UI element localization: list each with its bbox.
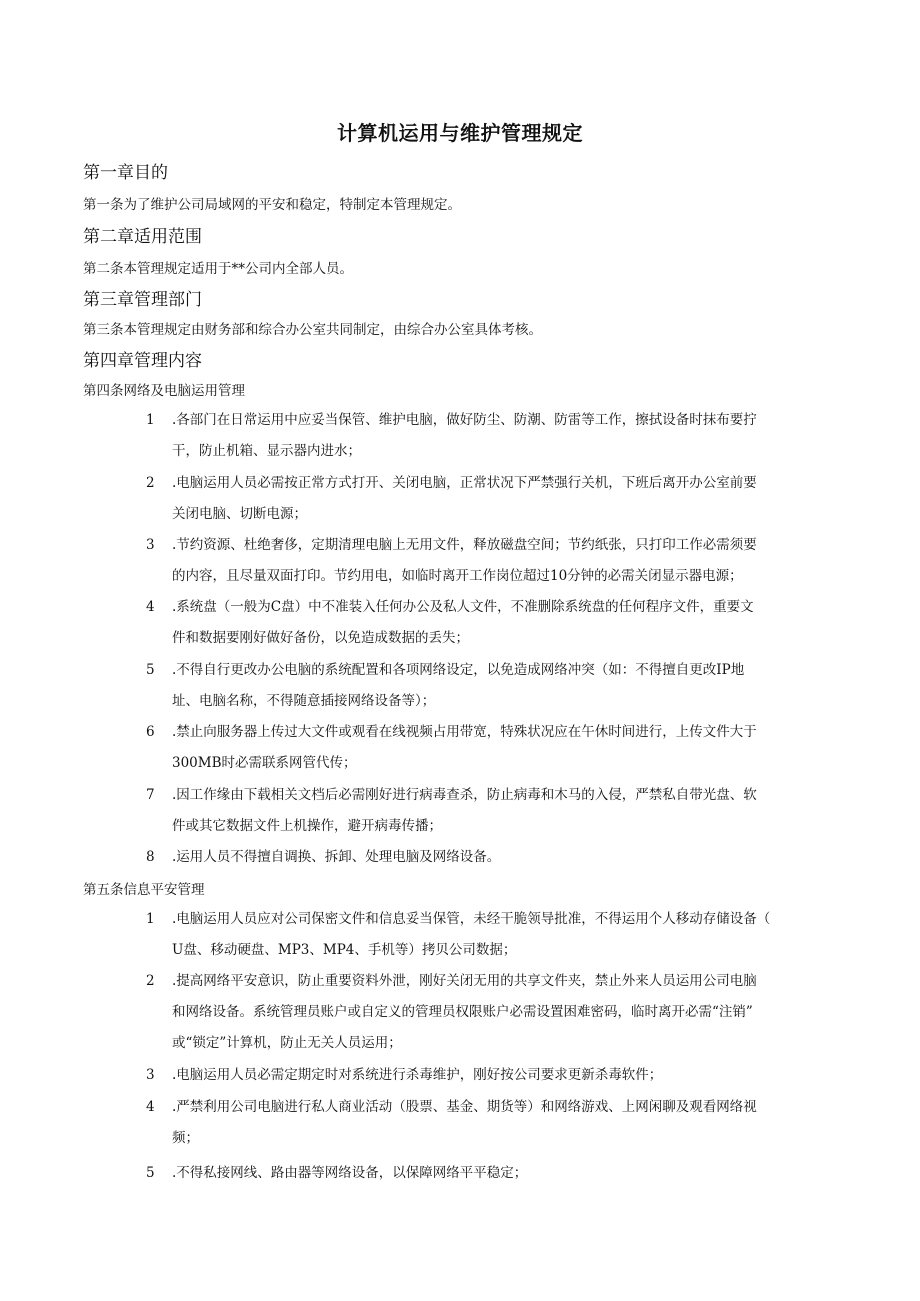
- chapter-1-heading: 第一章目的: [83, 163, 168, 183]
- item-text-line1: .因工作缘由下载相关文档后必需刚好进行病毒查杀，防止病毒和木马的入侵，严禁私自带光盘、软: [172, 787, 757, 803]
- article-3: 第三条本管理规定由财务部和综合办公室共同制定，由综合办公室具体考核。: [83, 322, 542, 338]
- item-number: 2: [146, 973, 155, 989]
- item-text-line1: .严禁利用公司电脑进行私人商业活动（股票、基金、期货等）和网络游戏、上网闲聊及观看网络视: [172, 1099, 757, 1115]
- item-number: 5: [146, 662, 155, 678]
- item-text-line1: .运用人员不得擅自调换、拆卸、处理电脑及网络设备。: [172, 849, 501, 865]
- item-text-line2: U盘、移动硬盘、MP3、MP4、手机等）拷贝公司数据；: [172, 942, 517, 958]
- item-text-line1: .各部门在日常运用中应妥当保管、维护电脑，做好防尘、防潮、防雷等工作，擦拭设备时抹布要拧: [172, 412, 757, 428]
- item-text-line2: 件和数据要刚好做好备份，以免造成数据的丢失；: [172, 630, 469, 646]
- list-item: [146, 842, 846, 873]
- item-number: 6: [146, 724, 155, 740]
- item-text-line2: 干，防止机箱、显示器内进水；: [172, 443, 361, 459]
- item-number: 4: [146, 599, 155, 615]
- item-number: 2: [146, 475, 155, 491]
- list-item: [146, 904, 856, 966]
- item-number: 4: [146, 1099, 155, 1115]
- item-number: 1: [146, 412, 155, 428]
- item-text-line1: .系统盘（一般为C盘）中不准装入任何办公及私人文件，不准删除系统盘的任何程序文件，重要文: [172, 599, 754, 615]
- list-item: [146, 405, 846, 467]
- article-4-heading: 第四条网络及电脑运用管理: [83, 383, 245, 399]
- article-5-heading: 第五条信息平安管理: [83, 882, 205, 898]
- list-item: [146, 717, 846, 779]
- list-item: [146, 468, 846, 530]
- list-item: [146, 1060, 846, 1091]
- item-text-line1: .禁止向服务器上传过大文件或观看在线视频占用带宽，特殊状况应在午休时间进行，上传文件大于: [172, 724, 757, 740]
- item-number: 8: [146, 849, 155, 865]
- chapter-3-heading: 第三章管理部门: [83, 290, 202, 310]
- chapter-2-heading: 第二章适用范围: [83, 227, 202, 247]
- list-item: [146, 655, 846, 717]
- item-text-line2: 的内容，且尽量双面打印。节约用电，如临时离开工作岗位超过10分钟的必需关闭显示器电源；: [172, 568, 743, 584]
- item-number: 1: [146, 911, 155, 927]
- item-text-line1: .不得自行更改办公电脑的系统配置和各项网络设定，以免造成网络冲突（如：不得擅自更改IP地: [172, 662, 745, 678]
- list-item: [146, 780, 846, 842]
- item-number: 3: [146, 1067, 155, 1083]
- item-text-line2: 300MB时必需联系网管代传；: [172, 755, 357, 771]
- item-text-line2: 和网络设备。系统管理员账户或自定义的管理员权限账户必需设置困难密码，临时离开必需“注销”: [172, 1004, 753, 1020]
- item-text-line1: .不得私接网线、路由器等网络设备，以保障网络平平稳定；: [172, 1165, 528, 1181]
- document-title: 计算机运用与维护管理规定: [337, 121, 583, 145]
- item-number: 3: [146, 537, 155, 553]
- item-text-line2: 件或其它数据文件上机操作，避开病毒传播；: [172, 818, 442, 834]
- list-item: [146, 530, 846, 592]
- chapter-4-heading: 第四章管理内容: [83, 351, 202, 371]
- item-text-line3: 或“锁定”计算机，防止无关人员运用；: [172, 1035, 402, 1051]
- item-text-line1: .电脑运用人员应对公司保密文件和信息妥当保管，未经干脆领导批准，不得运用个人移动存储设备（: [172, 911, 771, 927]
- list-item: [146, 1092, 846, 1154]
- item-text-line1: .提高网络平安意识，防止重要资料外泄，刚好关闭无用的共享文件夹，禁止外来人员运用公司电脑: [172, 973, 757, 989]
- list-item: [146, 966, 856, 1059]
- article-2: 第二条本管理规定适用于**公司内全部人员。: [83, 261, 353, 277]
- list-item: [146, 592, 846, 654]
- item-text-line2: 关闭电脑、切断电源；: [172, 506, 307, 522]
- item-number: 7: [146, 787, 155, 803]
- item-text-line2: 频；: [172, 1130, 199, 1146]
- item-text-line1: .电脑运用人员必需定期定时对系统进行杀毒维护，刚好按公司要求更新杀毒软件；: [172, 1067, 663, 1083]
- item-text-line1: .节约资源、杜绝奢侈，定期清理电脑上无用文件，释放磁盘空间；节约纸张，只打印工作必需须要: [172, 537, 757, 553]
- article-1: 第一条为了维护公司局域网的平安和稳定，特制定本管理规定。: [83, 197, 461, 213]
- list-item: [146, 1158, 846, 1189]
- item-text-line2: 址、电脑名称，不得随意插接网络设备等）；: [172, 693, 436, 709]
- item-text-line1: .电脑运用人员必需按正常方式打开、关闭电脑，正常状况下严禁强行关机，下班后离开办公室前要: [172, 475, 757, 491]
- item-number: 5: [146, 1165, 155, 1181]
